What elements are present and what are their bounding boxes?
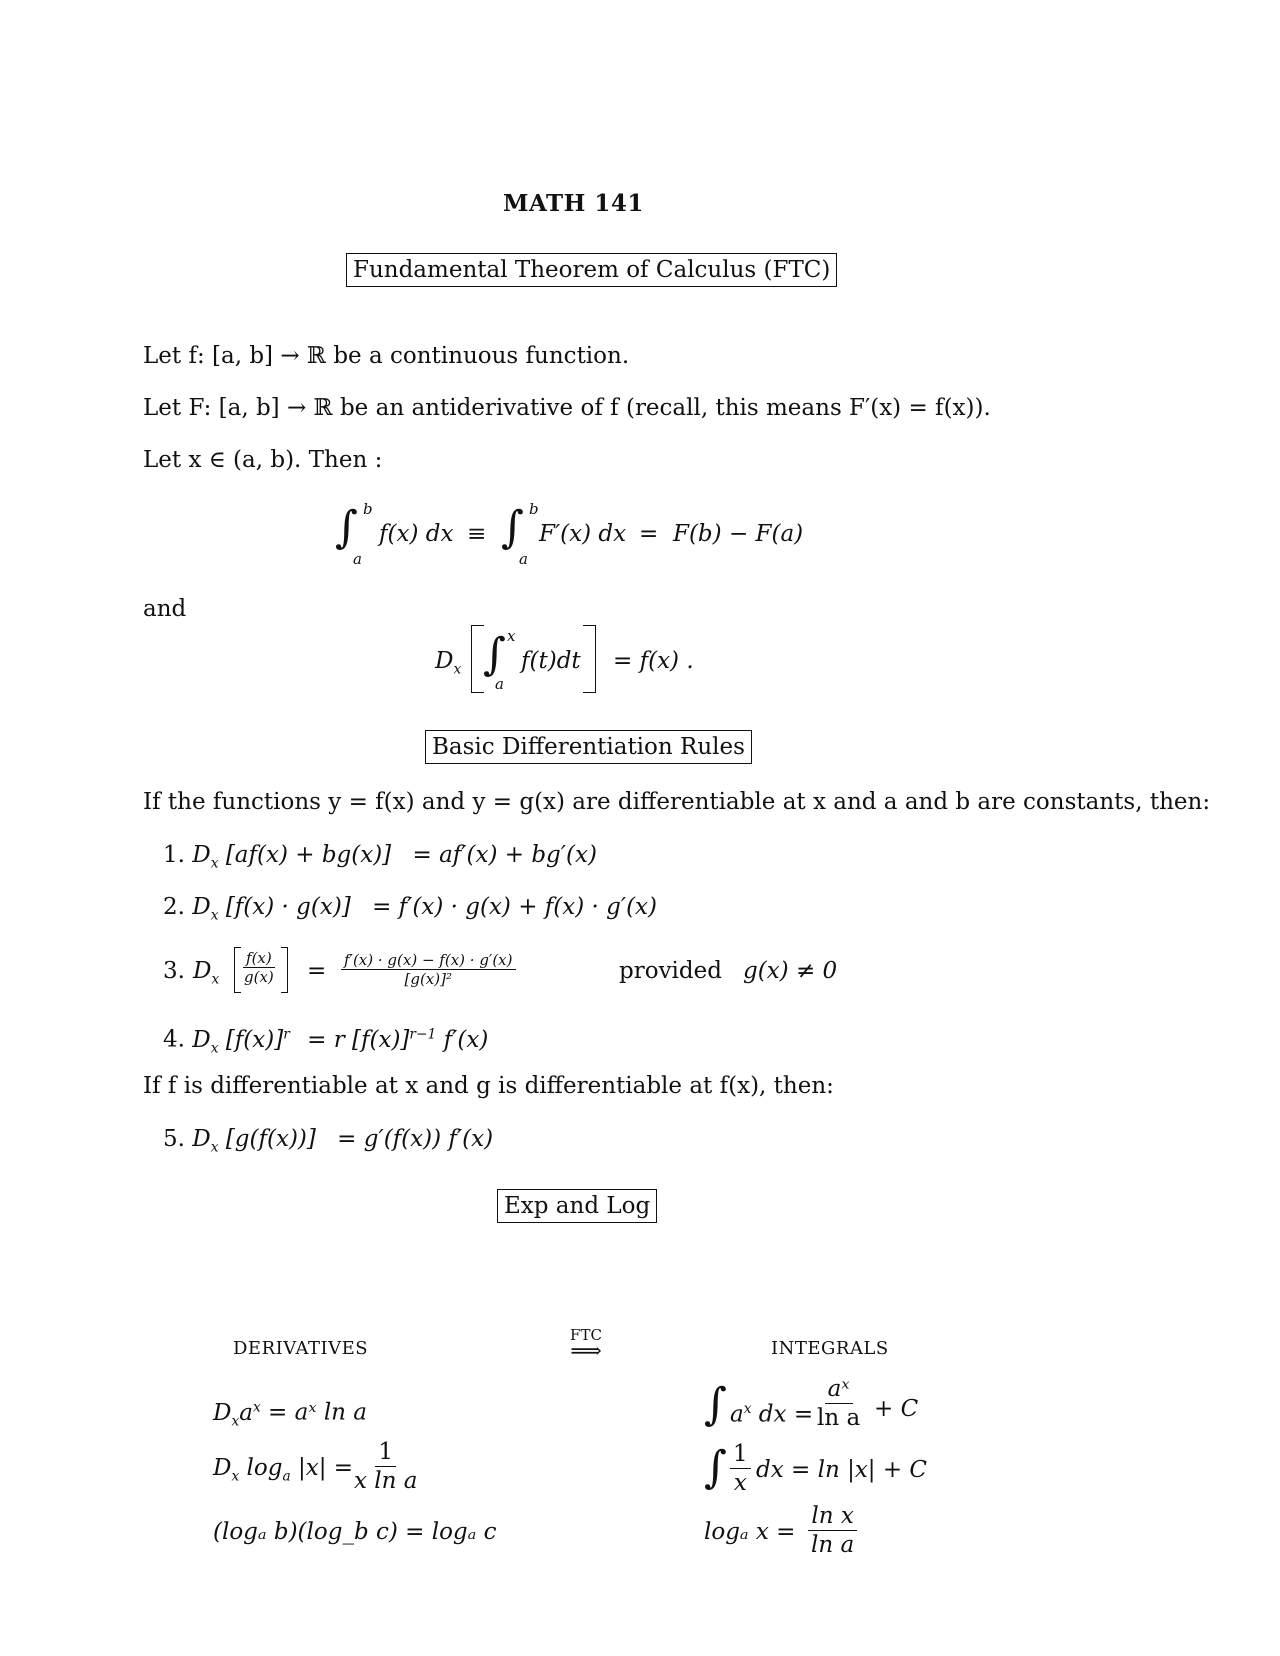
integral-exp <box>704 1375 964 1440</box>
ftc-eq2-rhs: = f(x) . <box>613 648 694 674</box>
derivative-exp <box>213 1393 367 1435</box>
integral-reciprocal-numerator: 1 <box>730 1440 751 1469</box>
quotient-rule-denominator: [g(x)]² <box>404 970 452 988</box>
diff-intro: If the functions y = f(x) and y = g(x) are differentiable at x and a and b are constants, then: <box>143 789 1211 815</box>
integral-exp-fraction <box>814 1375 863 1432</box>
equals-sign: = <box>307 958 327 984</box>
rule-number: 5. <box>163 1126 185 1152</box>
right-bracket <box>583 625 596 693</box>
rule-number: 3. <box>163 958 185 984</box>
rule-number: 4. <box>163 1026 185 1053</box>
integral-sign-2: ∫ <box>501 502 524 553</box>
right-bracket <box>281 947 288 993</box>
derivative-operator: $D_x$ <box>192 842 219 872</box>
derivative-operator: $D_x$ <box>192 1126 219 1156</box>
integral-sign: ∫ <box>704 1442 727 1493</box>
rule-rhs: = f′(x) · g(x) + f(x) · g′(x) <box>372 894 658 920</box>
quotient-numerator: f(x) <box>243 949 275 968</box>
integral-exp-numerator: aˣ <box>825 1375 853 1404</box>
integral-sign: ∫ <box>335 502 358 553</box>
derivative-log-denominator: x ln a <box>354 1468 418 1494</box>
derivative-exp-lhs: $D_xa^x$ <box>213 1399 261 1430</box>
section-diff-heading: Basic Differentiation Rules <box>425 730 752 764</box>
rule-3 <box>163 945 863 1000</box>
change-of-base-lhs: logₐ x = <box>704 1519 796 1545</box>
derivative-log-fraction <box>351 1438 420 1495</box>
rule-rhs: = r $[f(x)]^{r-1}$ f′(x) <box>307 1026 489 1053</box>
rule-lhs: [f(x) · g(x)] <box>225 894 351 920</box>
equiv-sign: ≡ <box>467 521 487 547</box>
derivative-operator: $D_x$ <box>435 648 462 678</box>
integral-reciprocal <box>704 1440 964 1500</box>
integral-upper-limit: b <box>363 500 373 518</box>
intro-line-2: Let F: [a, b] → ℝ be an antiderivative of f (recall, this means F′(x) = f(x)). <box>143 395 991 421</box>
rule-lhs: [af(x) + bg(x)] <box>225 842 392 868</box>
change-of-base-numerator: ln x <box>808 1502 856 1531</box>
derivative-log-lhs: $D_x$ $\log_a |x|$ = <box>213 1455 354 1485</box>
integral-lower-limit-2: a <box>519 550 528 568</box>
integral-lower-limit-3: a <box>495 675 504 693</box>
integral-reciprocal-fraction <box>730 1440 751 1497</box>
integrand-ft: f(t)dt <box>521 648 581 674</box>
derivative-log <box>213 1438 473 1500</box>
ftc-arrow-label: FTC <box>570 1326 602 1344</box>
rule-number: 2. <box>163 894 185 920</box>
ftc-equation-1 <box>335 500 835 570</box>
ftc-rhs: F(b) − F(a) <box>673 521 804 547</box>
rule-rhs: = af′(x) + bg′(x) <box>412 842 597 868</box>
derivative-exp-rhs: = aˣ ln a <box>268 1399 368 1426</box>
equals-sign: = <box>639 521 659 547</box>
rule-number: 1. <box>163 842 185 868</box>
rule-1 <box>163 841 597 878</box>
integral-sign-3: ∫ <box>483 629 506 680</box>
integral-exp-constant: + C <box>874 1396 919 1422</box>
integral-upper-limit-3: x <box>507 627 516 645</box>
rule-lhs: [g(f(x))] <box>225 1126 316 1152</box>
derivative-operator: $D_x$ <box>192 1026 219 1057</box>
rule-4 <box>163 1020 488 1062</box>
integrand-mid: F′(x) dx <box>539 521 627 547</box>
quotient-rule-numerator: f′(x) · g(x) − f(x) · g′(x) <box>341 951 516 970</box>
derivatives-heading: DERIVATIVES <box>233 1338 369 1359</box>
ftc-equation-2 <box>435 625 735 700</box>
quotient-fraction <box>241 949 277 986</box>
provided-condition: g(x) ≠ 0 <box>743 958 838 984</box>
provided-word: provided <box>619 958 722 984</box>
derivative-operator: $D_x$ <box>193 958 220 988</box>
intro-line-1: Let f: [a, b] → ℝ be a continuous function. <box>143 343 630 369</box>
integral-exp-integrand: $a^x$ dx = <box>730 1401 814 1428</box>
integral-reciprocal-rhs: dx = ln |x| + C <box>756 1457 928 1483</box>
section-ftc-heading: Fundamental Theorem of Calculus (FTC) <box>346 253 837 287</box>
implies-icon: ⟹ <box>570 1339 602 1364</box>
rule-lhs: $[f(x)]^r$ <box>225 1026 290 1053</box>
section-explog-heading: Exp and Log <box>497 1189 657 1223</box>
chain-intro: If f is differentiable at x and g is differentiable at f(x), then: <box>143 1073 834 1099</box>
change-of-base-fraction <box>808 1502 857 1559</box>
rule-rhs: = g′(f(x)) f′(x) <box>337 1126 494 1152</box>
integral-sign: ∫ <box>704 1379 727 1430</box>
integral-exp-denominator: ln a <box>817 1405 861 1431</box>
left-bracket <box>234 947 241 993</box>
intro-line-3: Let x ∈ (a, b). Then : <box>143 447 383 473</box>
quotient-denominator: g(x) <box>244 968 274 986</box>
rule-5 <box>163 1125 493 1162</box>
change-of-base <box>704 1502 964 1560</box>
page-title: MATH 141 <box>503 190 644 217</box>
integrals-heading: INTEGRALS <box>771 1338 889 1359</box>
rule-2 <box>163 893 657 930</box>
derivative-operator: $D_x$ <box>192 894 219 924</box>
integrand-lhs: f(x) dx <box>379 521 454 547</box>
and-word: and <box>143 596 187 622</box>
integral-reciprocal-denominator: x <box>733 1470 747 1496</box>
log-chain-identity: (logₐ b)(log_b c) = logₐ c <box>213 1519 497 1545</box>
change-of-base-denominator: ln a <box>811 1532 855 1558</box>
integral-lower-limit: a <box>353 550 362 568</box>
derivative-log-numerator: 1 <box>375 1438 396 1467</box>
ftc-arrow <box>566 1326 606 1364</box>
quotient-rule-fraction <box>341 951 516 988</box>
integral-upper-limit-2: b <box>529 500 539 518</box>
